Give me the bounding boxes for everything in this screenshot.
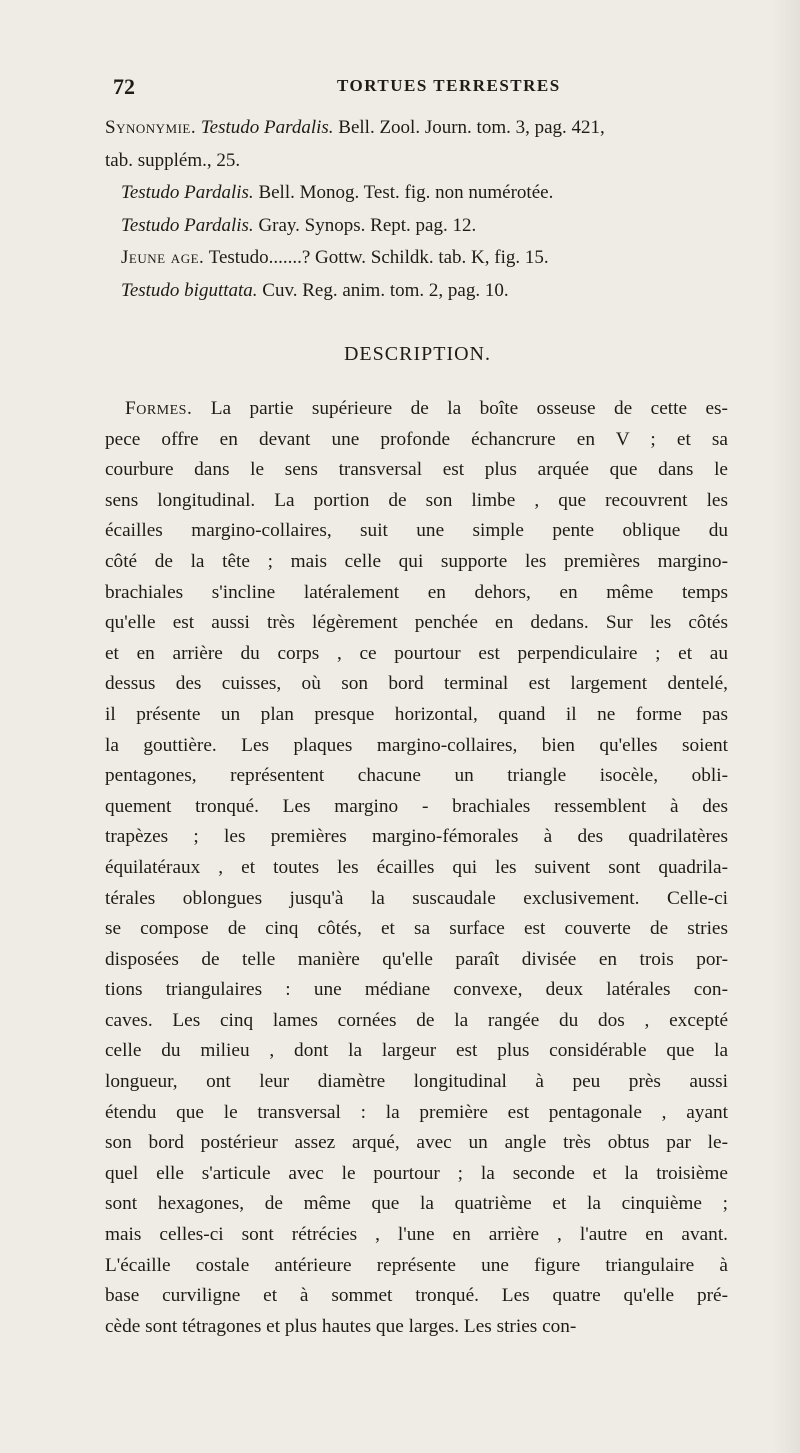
text-line-content: trapèzes ; les premières margino-fémorales à des quadrilatères — [105, 826, 728, 848]
synonymy-line — [105, 145, 730, 178]
text-line-content: son bord postérieur assez arqué, avec un angle très obtus par le- — [105, 1132, 728, 1154]
text-line-content: côté de la tête ; mais celle qui supporte les premières margino- — [105, 550, 728, 572]
running-head — [105, 74, 730, 106]
text-line-content: se compose de cinq côtés, et sa surface est couverte de stries — [105, 918, 728, 940]
text-line-content: disposées de telle manière qu'elle paraît divisée en trois por- — [105, 948, 728, 970]
text-line-content: caves. Les cinq lames cornées de la rangée du dos , excepté — [105, 1009, 728, 1031]
text-line — [105, 1189, 728, 1220]
synonymy-species: Testudo Pardalis. — [200, 117, 334, 138]
text-line — [105, 1251, 728, 1282]
running-title: TORTUES TERRESTRES — [337, 76, 561, 95]
text-line-content: cède sont tétragones et plus hautes que larges. Les stries con- — [105, 1315, 577, 1337]
text-line-content: la gouttière. Les plaques margino-collaires, bien qu'elles soient — [105, 734, 728, 756]
text-line — [105, 853, 728, 884]
synonymy-block — [105, 112, 730, 307]
synonymy-label: Synonymie. — [105, 117, 197, 138]
text-line — [105, 578, 728, 609]
text-line — [105, 731, 728, 762]
text-line — [105, 425, 728, 456]
text-line-content: équilatéraux , et toutes les écailles qui les suivent sont quadrila- — [105, 856, 728, 878]
synonymy-line — [105, 112, 730, 145]
text-line — [105, 1036, 728, 1067]
synonymy-label: Jeune age. — [121, 247, 205, 268]
text-line-content: pece offre en devant une profonde échancrure en V ; et sa — [105, 428, 728, 450]
synonymy-reference: Bell. Monog. Test. fig. non numérotée. — [258, 182, 554, 203]
text-line — [105, 1128, 728, 1159]
synonymy-reference: Gray. Synops. Rept. pag. 12. — [258, 214, 477, 236]
description-paragraph — [105, 394, 730, 1342]
synonymy-species: Testudo biguttata. — [121, 279, 258, 301]
text-line — [105, 975, 728, 1006]
text-line — [105, 792, 728, 823]
text-line-content: tions triangulaires : une médiane convexe, deux latérales con- — [105, 979, 728, 1001]
text-line-content: qu'elle est aussi très légèrement penchée en dedans. Sur les côtés — [105, 612, 728, 634]
text-line-content: dessus des cuisses, où son bord terminal est largement dentelé, — [105, 673, 728, 695]
text-line-content: La partie supérieure de la boîte osseuse de cette es- — [210, 398, 728, 419]
text-line-content: écailles margino-collaires, suit une simple pente oblique du — [105, 520, 728, 542]
text-line-content: étendu que le transversal : la première est pentagonale , ayant — [105, 1101, 728, 1123]
text-line-content: quel elle s'articule avec le pourtour ; la seconde et la troisième — [105, 1162, 728, 1184]
text-line — [105, 884, 728, 915]
text-line-content: et en arrière du corps , ce pourtour est perpendiculaire ; et au — [105, 642, 728, 664]
synonymy-reference: Cuv. Reg. anim. tom. 2, pag. 10. — [262, 279, 509, 301]
text-line — [105, 1312, 728, 1343]
text-line — [105, 1281, 728, 1312]
text-line-content: courbure dans le sens transversal est plus arquée que dans le — [105, 459, 728, 481]
text-line — [105, 608, 728, 639]
text-line-content: sont hexagones, de même que la quatrième et la cinquième ; — [105, 1193, 728, 1215]
text-line — [105, 1067, 728, 1098]
text-line-content: longueur, ont leur diamètre longitudinal à peu près aussi — [105, 1071, 728, 1093]
synonymy-line — [105, 275, 730, 308]
synonymy-reference: Bell. Zool. Journ. tom. 3, pag. 421, — [338, 117, 605, 138]
text-line — [105, 945, 728, 976]
section-title: DESCRIPTION. — [343, 343, 491, 365]
text-line — [105, 516, 728, 547]
text-line-content: térales oblongues jusqu'à la suscaudale exclusivement. Celle-ci — [105, 887, 728, 909]
synonymy-reference: tab. supplém., 25. — [105, 149, 241, 171]
text-line-content: il présente un plan presque horizontal, quand il ne forme pas — [105, 703, 728, 725]
text-line — [105, 394, 728, 425]
text-line-content: L'écaille costale antérieure représente une figure triangulaire à — [105, 1254, 728, 1276]
text-line — [105, 700, 728, 731]
text-line — [105, 914, 728, 945]
text-line-content: quement tronqué. Les margino - brachiales ressemblent à des — [105, 795, 728, 817]
text-line — [105, 639, 728, 670]
text-line-content: base curviligne et à sommet tronqué. Les quatre qu'elle pré- — [105, 1285, 728, 1307]
text-line-content: pentagones, représentent chacune un triangle isocèle, obli- — [105, 765, 728, 787]
paragraph-lead: Formes. — [125, 398, 193, 419]
text-line — [105, 1159, 728, 1190]
text-line — [105, 547, 728, 578]
text-line — [105, 1098, 728, 1129]
text-line-content: mais celles-ci sont rétrécies , l'une en arrière , l'autre en avant. — [105, 1224, 728, 1246]
synonymy-species: Testudo Pardalis. — [121, 214, 254, 236]
synonymy-line — [105, 242, 730, 275]
text-line — [105, 761, 728, 792]
synonymy-line — [105, 210, 730, 243]
text-line — [105, 1006, 728, 1037]
text-line — [105, 822, 728, 853]
text-line — [105, 1220, 728, 1251]
text-line-content: brachiales s'incline latéralement en dehors, en même temps — [105, 581, 728, 603]
text-line — [105, 669, 728, 700]
synonymy-reference: Testudo.......? Gottw. Schildk. tab. K, fig. 15. — [208, 247, 549, 268]
text-line — [105, 486, 728, 517]
page-number: 72 — [113, 74, 135, 99]
synonymy-line — [105, 177, 730, 210]
synonymy-species: Testudo Pardalis. — [121, 182, 254, 203]
text-line — [105, 455, 728, 486]
text-line-content: celle du milieu , dont la largeur est plus considérable que la — [105, 1040, 728, 1062]
text-line-content: sens longitudinal. La portion de son limbe , que recouvrent les — [105, 489, 728, 511]
page-edge-shadow — [772, 0, 800, 1453]
